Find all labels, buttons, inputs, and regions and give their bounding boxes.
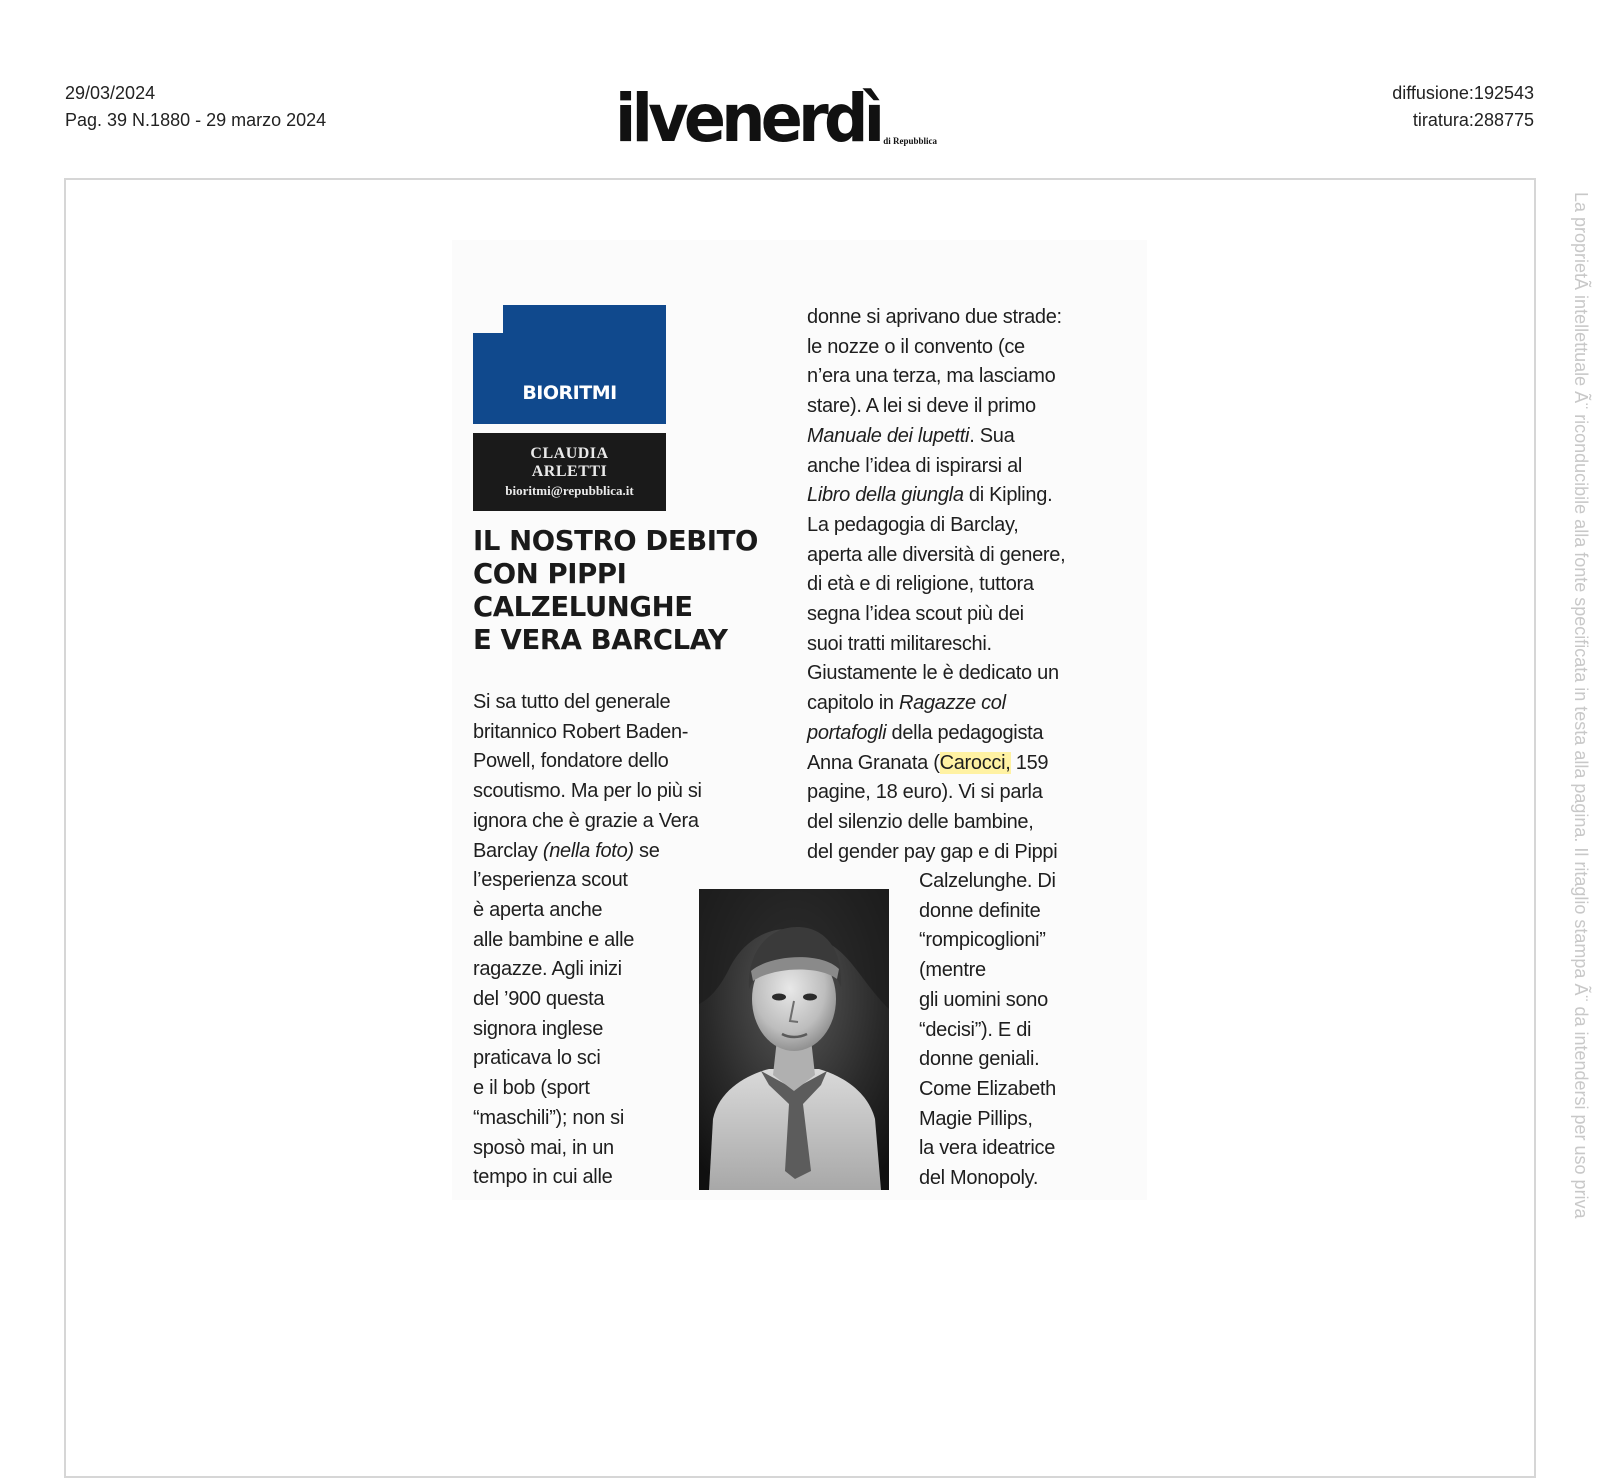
body-text: 159 <box>1010 751 1049 774</box>
body-text: se <box>633 839 660 862</box>
issue-date: 29/03/2024 <box>65 83 156 103</box>
body-line: Magie Pillips, <box>919 1107 1033 1130</box>
author-first-name: CLAUDIA <box>530 445 609 462</box>
copyright-side-note: La proprietÃ intellettuale Ã¨ riconducibile alla fonte specificata in testa alla pagina. Il ritaglio stampa Ã¨ da intendersi per uso priva <box>1571 192 1591 1219</box>
body-line: tempo in cui alle <box>473 1166 613 1189</box>
body-line: aperta alle diversità di genere, <box>807 543 1066 566</box>
body-line: Si sa tutto del generale <box>473 691 671 713</box>
body-line: suoi tratti militareschi. <box>807 632 992 655</box>
headline <box>473 525 783 657</box>
body-line: Come Elizabeth <box>919 1077 1056 1100</box>
body-line: “maschili”); non si <box>473 1106 624 1129</box>
body-line: Giustamente le è dedicato un <box>807 662 1059 685</box>
headline-line: CALZELUNGHE <box>473 591 693 623</box>
body-line: Calzelunghe. Di <box>919 870 1056 892</box>
book-title: Manuale dei lupetti <box>807 424 970 447</box>
author-last-name: ARLETTI <box>531 463 608 480</box>
body-text: Anna Granata ( <box>807 751 940 774</box>
body-column-right <box>807 303 1065 867</box>
photo-left-eye <box>772 994 786 1001</box>
body-line: del Monopoly. <box>919 1167 1039 1190</box>
book-title: Ragazze col <box>899 692 1006 715</box>
tiratura: tiratura:288775 <box>1412 110 1534 130</box>
body-line: (mentre <box>919 959 986 982</box>
body-line <box>473 837 702 867</box>
body-column-right-continued <box>919 867 1056 1194</box>
diffusione: diffusione:192543 <box>1392 83 1534 103</box>
photo-right-eye <box>803 994 817 1001</box>
body-line: del ’900 questa <box>473 988 605 1011</box>
photo-caption-reference: (nella foto) <box>542 839 634 862</box>
book-title: Libro della giungla <box>807 484 964 507</box>
headline-line: E VERA BARCLAY <box>473 624 728 656</box>
headline-line: IL NOSTRO DEBITO <box>473 525 758 557</box>
portrait-photo <box>699 889 889 1190</box>
body-text: Barclay <box>473 839 543 862</box>
body-line: n’era una terza, ma lasciamo <box>807 365 1056 388</box>
header-left <box>65 80 326 134</box>
body-line: la vera ideatrice <box>919 1137 1056 1160</box>
rubric-label: BIORITMI <box>522 382 617 404</box>
body-line: del gender pay gap e di Pippi <box>807 840 1058 863</box>
body-line: e il bob (sport <box>473 1077 590 1100</box>
body-line: sposò mai, in un <box>473 1136 614 1159</box>
body-text: di Kipling. <box>963 484 1053 507</box>
body-line: anche l’idea di ispirarsi al <box>807 454 1023 477</box>
body-line: stare). A lei si deve il primo <box>807 395 1036 418</box>
body-line: ragazze. Agli inizi <box>473 958 622 981</box>
author-box <box>473 433 666 511</box>
body-line <box>807 719 1065 749</box>
body-column-left <box>473 688 702 1193</box>
body-line: donne si aprivano due strade: <box>807 306 1062 328</box>
rubric-notch <box>473 305 503 333</box>
body-line: “decisi”). E di <box>919 1018 1032 1041</box>
body-text: della pedagogista <box>886 721 1044 744</box>
body-line: segna l’idea scout più dei <box>807 603 1024 626</box>
masthead-sub: di Repubblica <box>883 136 937 146</box>
body-line <box>807 689 1065 719</box>
book-title: portafogli <box>807 721 887 744</box>
body-line: gli uomini sono <box>919 988 1048 1011</box>
body-text: . Sua <box>969 424 1015 447</box>
body-line <box>807 422 1065 452</box>
body-line: pagine, 18 euro). Vi si parla <box>807 781 1043 804</box>
headline-line: CON PIPPI <box>473 558 627 590</box>
body-line: di età e di religione, tuttora <box>807 573 1034 596</box>
body-line: l’esperienza scout <box>473 869 628 892</box>
body-line: alle bambine e alle <box>473 928 635 951</box>
body-text: capitolo in <box>807 692 900 715</box>
body-line: le nozze o il convento (ce <box>807 335 1025 358</box>
body-line <box>807 749 1065 779</box>
page-info: Pag. 39 N.1880 - 29 marzo 2024 <box>65 110 327 130</box>
body-line: La pedagogia di Barclay, <box>807 513 1019 536</box>
body-line: Powell, fondatore dello <box>473 750 669 773</box>
body-line: è aperta anche <box>473 898 603 921</box>
masthead-name: ilvenerdì <box>615 80 881 157</box>
body-line: “rompicoglioni” <box>919 929 1046 952</box>
header-right <box>1392 80 1534 134</box>
body-line: signora inglese <box>473 1017 604 1040</box>
body-line: donne definite <box>919 899 1041 922</box>
body-line: britannico Robert Baden- <box>473 720 689 743</box>
body-line: del silenzio delle bambine, <box>807 810 1034 833</box>
body-line: scoutismo. Ma per lo più si <box>473 780 702 803</box>
body-line: donne geniali. <box>919 1048 1040 1071</box>
author-name <box>473 445 666 481</box>
body-line <box>807 481 1065 511</box>
body-line: praticava lo sci <box>473 1047 601 1070</box>
body-line: ignora che è grazie a Vera <box>473 809 699 832</box>
author-email: bioritmi@repubblica.it <box>505 483 634 498</box>
highlighted-publisher: Carocci, <box>939 751 1011 774</box>
masthead-logo <box>615 80 937 157</box>
